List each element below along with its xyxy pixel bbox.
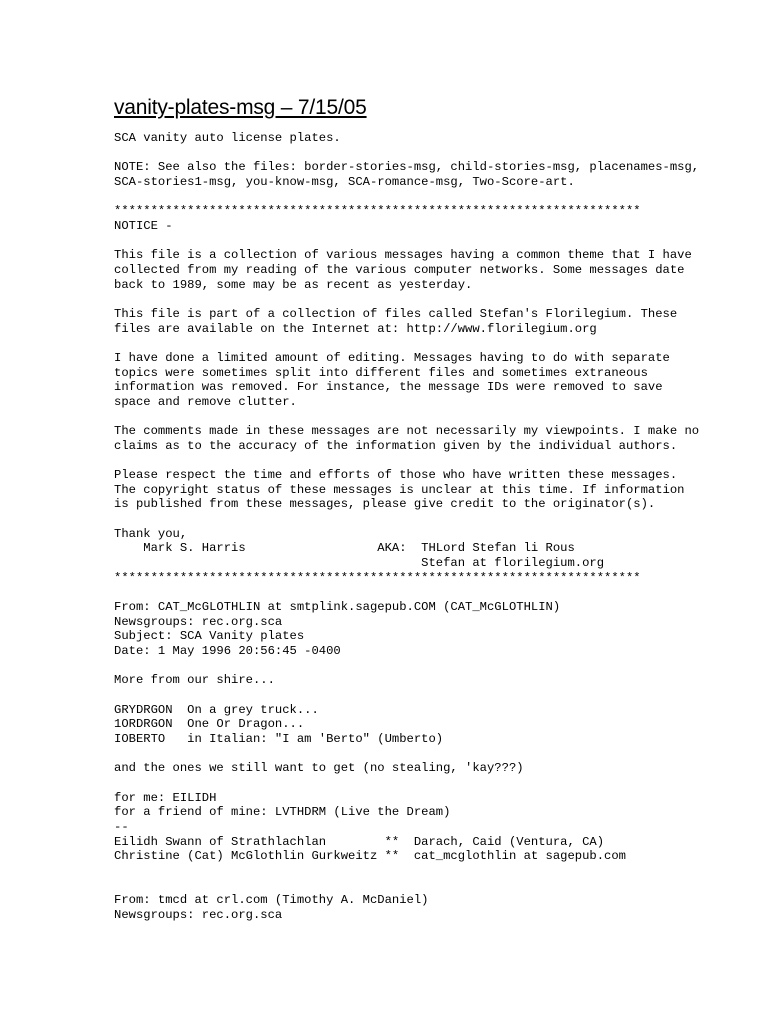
- document-body: SCA vanity auto license plates. NOTE: See also the files: border-stories-msg, child-stories-msg, placenames-msg, SCA-stories1-msg, you-know-msg, SCA-romance-msg, Two-Score-art. ************************************************************************ NOTICE - This file is a collection of various messages having a common theme that I have collected from my reading of the various computer networks. Some messages date back to 1989, some may be as recent as yesterday. This file is part of a collection of files called Stefan's Florilegium. These files are available on the Internet at: http://www.florilegium.org I have done a limited amount of editing. Messages having to do with separate topics were sometimes split into different files and sometimes extraneous information was removed. For instance, the message IDs were removed to save space and remove clutter. The comments made in these messages are not necessarily my viewpoints. I make no claims as to the accuracy of the information given by the individual authors. Please respect the time and efforts of those who have written these messages. The copyright status of these messages is unclear at this time. If information is published from these messages, please give credit to the originator(s). Thank you, Mark S. Harris AKA: THLord Stefan li Rous Stefan at florilegium.org ************************************************************************ From: CAT_McGLOTHLIN at smtplink.sagepub.COM (CAT_McGLOTHLIN) Newsgroups: rec.org.sca Subject: SCA Vanity plates Date: 1 May 1996 20:56:45 -0400 More from our shire... GRYDRGON On a grey truck... 1ORDRGON One Or Dragon... IOBERTO in Italian: "I am 'Berto" (Umberto) and the ones we still want to get (no stealing, 'kay???) for me: EILIDH for a friend of mine: LVTHDRM (Live the Dream) -- Eilidh Swann of Strathlachlan ** Darach, Caid (Ventura, CA) Christine (Cat) McGlothlin Gurkweitz ** cat_mcglothlin at sagepub.com From: tmcd at crl.com (Timothy A. McDaniel) Newsgroups: rec.org.sca: [114, 131, 700, 922]
- document-page: [114, 94, 754, 922]
- document-title: vanity-plates-msg – 7/15/05: [114, 96, 367, 119]
